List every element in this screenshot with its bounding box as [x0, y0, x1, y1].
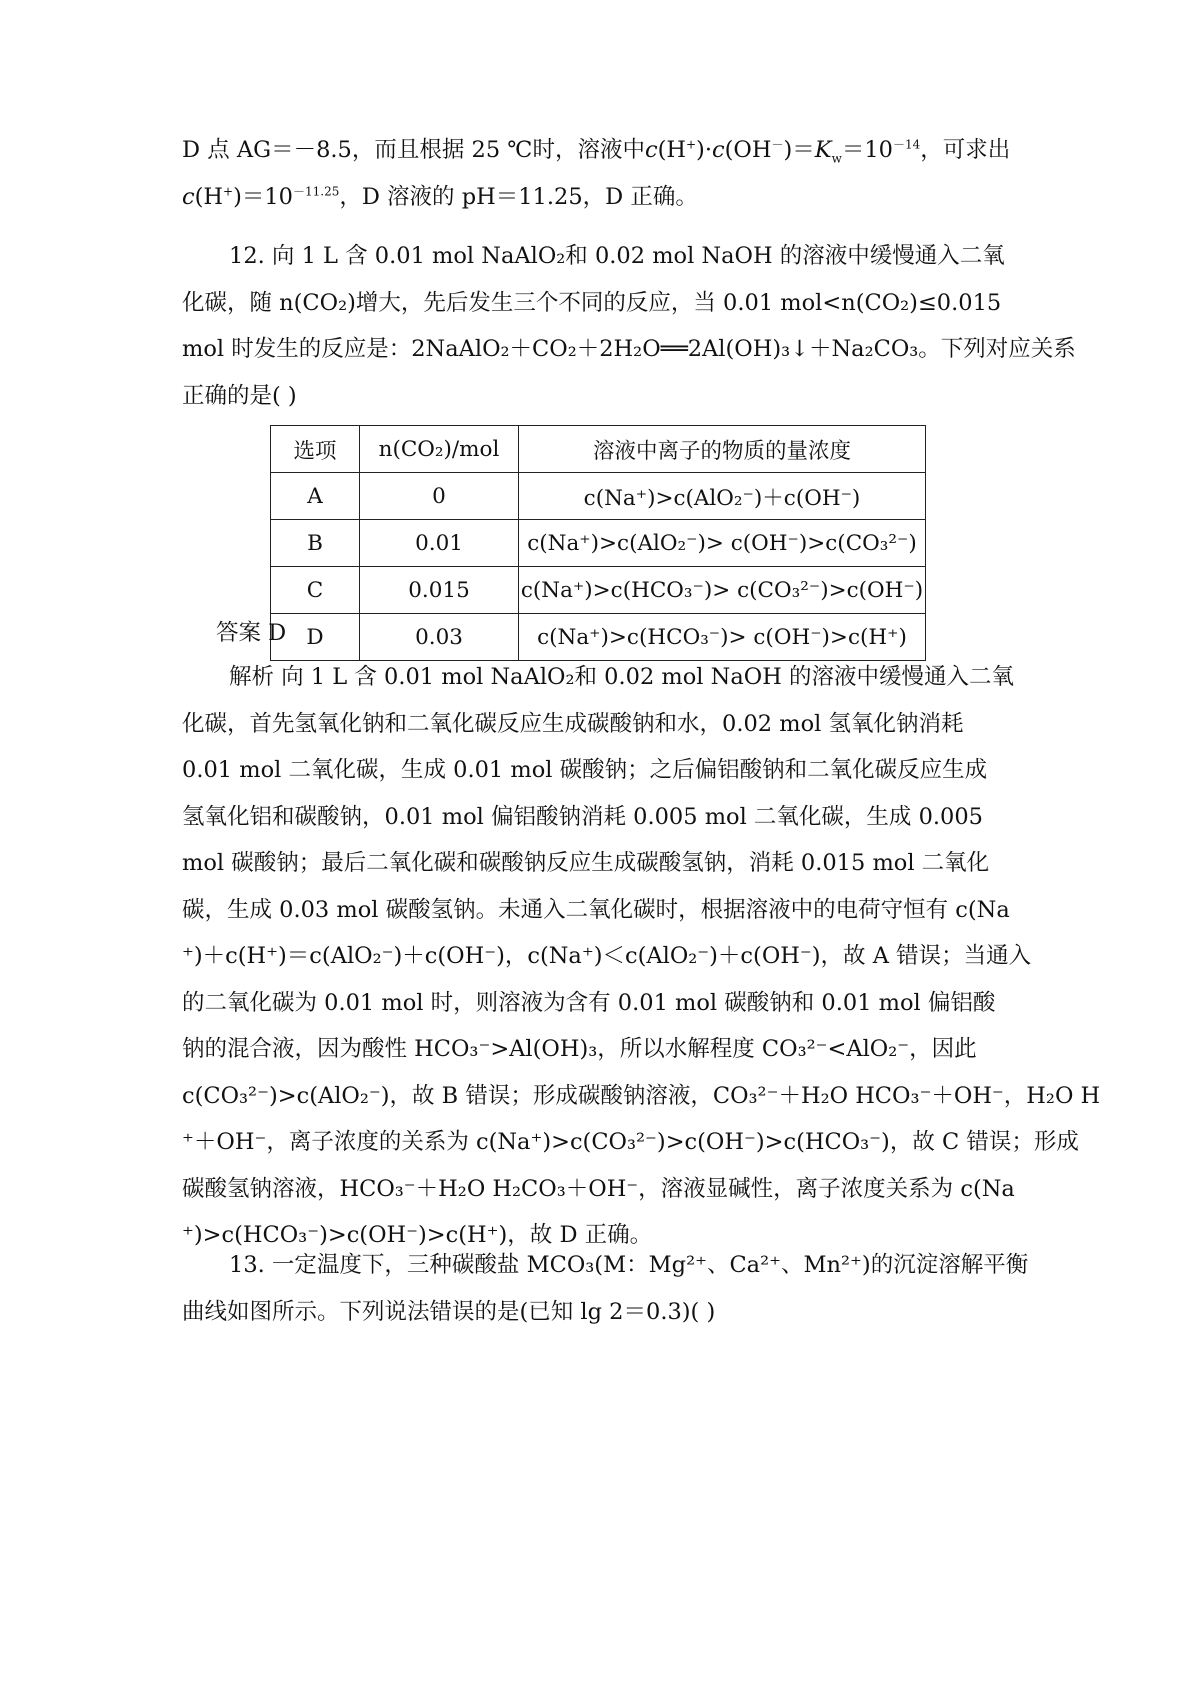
table-cell: c(Na⁺)>c(AlO₂⁻)> c(OH⁻)>c(CO₃²⁻)	[519, 520, 926, 567]
text-run: 碳酸氢钠溶液，HCO₃⁻＋H₂O H₂CO₃＋OH⁻，溶液显碱性，离子浓度关系为 c(Na	[182, 1175, 1015, 1202]
text-run: (H	[194, 183, 224, 210]
text-run: 的二氧化碳为 0.01 mol 时，则溶液为含有 0.01 mol 碳酸钠和 0.01 mol 偏铝酸	[182, 989, 996, 1016]
prev-solution	[182, 127, 1017, 220]
prev-solution-line-2	[182, 174, 1017, 221]
question-line	[182, 233, 1017, 280]
answer-line	[182, 610, 1017, 657]
text-run: D 点 AG＝－8.5，而且根据 25 ℃时，溶液中	[182, 137, 645, 163]
analysis-line	[182, 654, 1017, 701]
table-cell: C	[271, 567, 360, 614]
table-header-cell: n(CO₂)/mol	[360, 426, 519, 473]
table-header-cell: 溶液中离子的物质的量浓度	[519, 426, 926, 473]
text-run: 化碳，首先氢氧化钠和二氧化碳反应生成碳酸钠和水，0.02 mol 氢氧化钠消耗	[182, 710, 964, 737]
subscript: w	[831, 151, 842, 166]
text-run: ，可求出	[920, 137, 1011, 163]
table-cell: 0.01	[360, 520, 519, 567]
text-run: 正确的是( )	[182, 382, 297, 409]
table-cell: c(Na⁺)>c(HCO₃⁻)> c(OH⁻)>c(H⁺)	[519, 614, 926, 661]
table-cell: 0	[360, 473, 519, 520]
text-run: )＝10	[233, 183, 293, 210]
table-cell: c(Na⁺)>c(HCO₃⁻)> c(CO₃²⁻)>c(OH⁻)	[519, 567, 926, 614]
superscript: +	[223, 184, 234, 198]
table-cell: 0.015	[360, 567, 519, 614]
table-cell: D	[271, 614, 360, 661]
text-run: ⁺)＋c(H⁺)＝c(AlO₂⁻)＋c(OH⁻)，c(Na⁺)＜c(AlO₂⁻)＋c(OH⁻)，故 A 错误；当通入	[182, 943, 1032, 969]
table-row	[271, 567, 926, 614]
table-row	[271, 520, 926, 567]
analysis-line	[182, 887, 1017, 934]
text-run: c	[644, 137, 658, 163]
text-run: K	[814, 137, 832, 163]
text-run: c	[182, 183, 195, 210]
analysis-line	[182, 933, 1032, 980]
superscript: －	[771, 137, 784, 152]
prev-solution-line-1	[182, 127, 1017, 174]
question-line	[182, 326, 1076, 373]
text-run: mol 碳酸钠；最后二氧化碳和碳酸钠反应生成碳酸氢钠，消耗 0.015 mol 二氧化	[182, 850, 990, 876]
text-run: 答案 D	[216, 620, 287, 646]
question-line	[182, 1242, 1029, 1289]
analysis-line	[182, 701, 1017, 748]
text-run: 化碳，随 n(CO₂)增大，先后发生三个不同的反应，当 0.01 mol<n(CO₂)≤0.015	[182, 289, 1002, 316]
analysis-line	[182, 794, 1017, 841]
analysis	[182, 654, 1101, 1259]
superscript: －11.25	[293, 184, 340, 198]
text-run: 碳，生成 0.03 mol 碳酸氢钠。未通入二氧化碳时，根据溶液中的电荷守恒有 c(Na	[182, 896, 1010, 923]
text-run: 0.01 mol 二氧化碳，生成 0.01 mol 碳酸钠；之后偏铝酸钠和二氧化碳反应生成	[182, 757, 988, 783]
analysis-line	[182, 1073, 1101, 1120]
text-run: c	[711, 137, 725, 163]
question-line	[182, 1289, 1017, 1336]
table-header-row	[271, 426, 926, 473]
text-run: c(CO₃²⁻)>c(AlO₂⁻)，故 B 错误；形成碳酸钠溶液，CO₃²⁻＋H₂O HCO₃⁻＋OH⁻，H₂O H	[182, 1082, 1101, 1109]
text-run: 12. 向 1 L 含 0.01 mol NaAlO₂和 0.02 mol NaOH 的溶液中缓慢通入二氧	[229, 243, 1005, 269]
analysis-line	[182, 1026, 1017, 1073]
superscript: +	[685, 137, 697, 152]
table-header-cell: 选项	[271, 426, 360, 473]
analysis-line	[182, 1119, 1079, 1166]
analysis-line	[182, 840, 1017, 887]
superscript: －14	[892, 137, 921, 152]
text-run: 氢氧化铝和碳酸钠，0.01 mol 偏铝酸钠消耗 0.005 mol 二氧化碳，生成 0.005	[182, 803, 983, 830]
question-line	[182, 280, 1017, 327]
text-run: ⁺)>c(HCO₃⁻)>c(OH⁻)>c(H⁺)，故 D 正确。	[182, 1222, 653, 1248]
table-row	[271, 473, 926, 520]
question-line	[182, 373, 1017, 420]
answer	[182, 610, 1017, 657]
text-run: mol 时发生的反应是：2NaAlO₂＋CO₂＋2H₂O══2Al(OH)₃↓＋Na₂CO₃。下列对应关系	[182, 336, 1076, 362]
table-cell: c(Na⁺)>c(AlO₂⁻)＋c(OH⁻)	[519, 473, 926, 520]
analysis-line	[182, 1166, 1017, 1213]
text-run: 解析 向 1 L 含 0.01 mol NaAlO₂和 0.02 mol NaOH 的溶液中缓慢通入二氧	[229, 664, 1014, 690]
analysis-line	[182, 980, 1017, 1027]
text-run: 曲线如图所示。下列说法错误的是(已知 lg 2＝0.3)( )	[182, 1298, 716, 1325]
text-run: )＝	[783, 137, 815, 163]
text-run: ⁺＋OH⁻，离子浓度的关系为 c(Na⁺)>c(CO₃²⁻)>c(OH⁻)>c(HCO₃⁻)，故 C 错误；形成	[182, 1129, 1079, 1155]
question-13	[182, 1242, 1029, 1335]
text-run: )·	[696, 137, 712, 163]
text-run: (H	[657, 137, 686, 163]
text-run: (OH	[724, 137, 772, 163]
text-run: 钠的混合液，因为酸性 HCO₃⁻>Al(OH)₃，所以水解程度 CO₃²⁻<AlO₂⁻，因此	[182, 1036, 977, 1062]
analysis-line	[182, 747, 1017, 794]
table-cell: B	[271, 520, 360, 567]
table-cell: A	[271, 473, 360, 520]
text-run: ，D 溶液的 pH＝11.25，D 正确。	[339, 183, 698, 210]
question-12	[182, 233, 1076, 419]
table-cell: 0.03	[360, 614, 519, 661]
text-run: ＝10	[841, 137, 893, 163]
text-run: 13. 一定温度下，三种碳酸盐 MCO₃(M：Mg²⁺、Ca²⁺、Mn²⁺)的沉淀溶解平衡	[229, 1252, 1029, 1278]
